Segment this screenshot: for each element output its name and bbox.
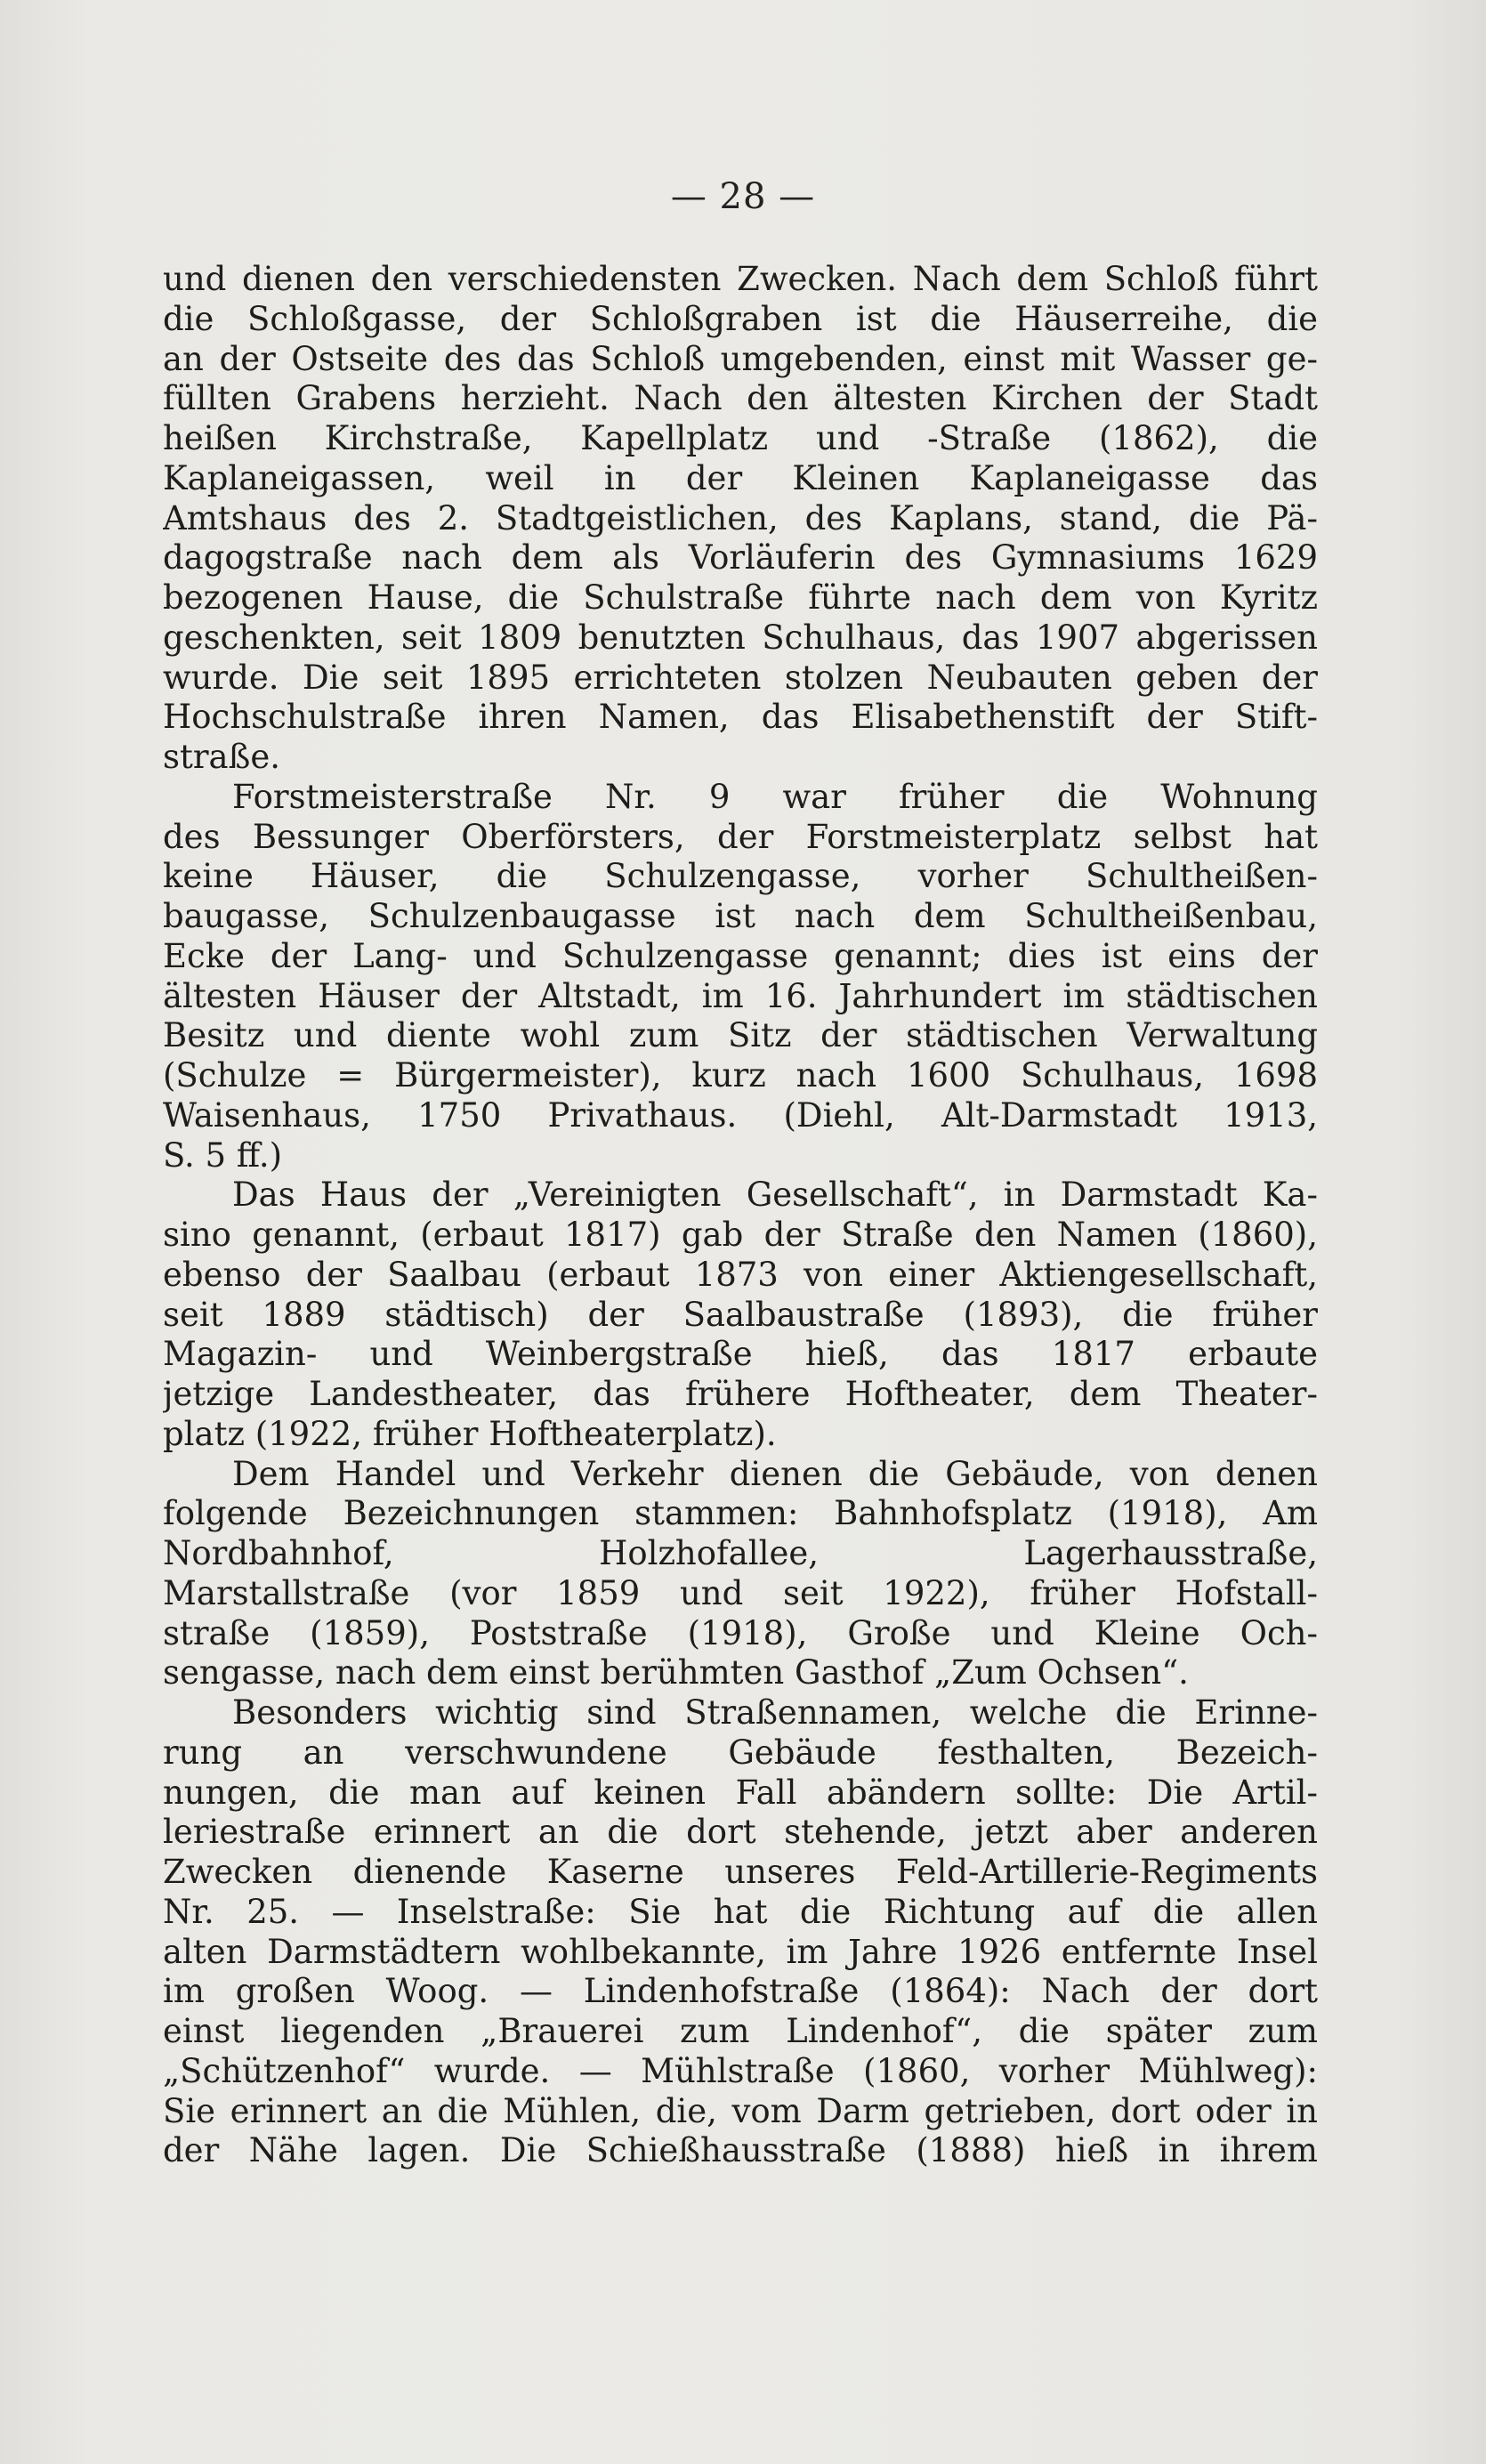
text-line: Besonders wichtig sind Straßennamen, welche die Erinne- bbox=[232, 1693, 1318, 1732]
text-line: leriestraße erinnert an die dort stehende, jetzt aber anderen bbox=[163, 1813, 1318, 1852]
text-line: geschenkten, seit 1809 benutzten Schulhaus, das 1907 abgerissen bbox=[163, 618, 1318, 657]
text-line: S. 5 ff.) bbox=[163, 1135, 283, 1175]
body-text bbox=[163, 260, 1318, 2171]
text-line: Hochschulstraße ihren Namen, das Elisabethenstift der Stift- bbox=[163, 698, 1318, 737]
text-line: im großen Woog. — Lindenhofstraße (1864): Nach der dort bbox=[163, 1972, 1318, 2011]
text-line: heißen Kirchstraße, Kapellplatz und -Straße (1862), die bbox=[163, 419, 1318, 457]
text-line: ältesten Häuser der Altstadt, im 16. Jahrhundert im städtischen bbox=[163, 976, 1318, 1015]
text-line: Besitz und diente wohl zum Sitz der städtischen Verwaltung bbox=[163, 1016, 1318, 1055]
text-line: folgende Bezeichnungen stammen: Bahnhofsplatz (1918), Am bbox=[163, 1494, 1318, 1533]
text-line: bezogenen Hause, die Schulstraße führte nach dem von Kyritz bbox=[163, 578, 1318, 617]
text-line: Zwecken dienende Kaserne unseres Feld-Artillerie-Regiments bbox=[163, 1853, 1318, 1891]
text-line: Waisenhaus, 1750 Privathaus. (Diehl, Alt-Darmstadt 1913, bbox=[163, 1095, 1318, 1135]
text-line: füllten Grabens herzieht. Nach den ältesten Kirchen der Stadt bbox=[163, 379, 1318, 418]
text-line: ebenso der Saalbau (erbaut 1873 von einer Aktiengesellschaft, bbox=[163, 1255, 1318, 1294]
text-line: alten Darmstädtern wohlbekannte, im Jahre 1926 entfernte Insel bbox=[163, 1932, 1318, 1971]
text-line: dagogstraße nach dem als Vorläuferin des Gymnasiums 1629 bbox=[163, 538, 1318, 578]
text-line: Marstallstraße (vor 1859 und seit 1922), früher Hofstall- bbox=[163, 1573, 1318, 1612]
text-line: straße. bbox=[163, 738, 280, 776]
text-line: platz (1922, früher Hoftheaterplatz). bbox=[163, 1414, 777, 1453]
text-line: die Schloßgasse, der Schloßgraben ist die Häuserreihe, die bbox=[163, 299, 1318, 338]
text-line: Dem Handel und Verkehr dienen die Gebäude, von denen bbox=[232, 1454, 1318, 1493]
text-line: jetzige Landestheater, das frühere Hoftheater, dem Theater- bbox=[163, 1375, 1318, 1413]
text-line: seit 1889 städtisch) der Saalbaustraße (1893), die früher bbox=[163, 1295, 1318, 1334]
text-line: Kaplaneigassen, weil in der Kleinen Kaplaneigasse das bbox=[163, 458, 1318, 497]
text-line: (Schulze = Bürgermeister), kurz nach 1600 Schulhaus, 1698 bbox=[163, 1056, 1318, 1095]
text-line: nungen, die man auf keinen Fall abändern sollte: Die Artil- bbox=[163, 1773, 1318, 1812]
text-line: straße (1859), Poststraße (1918), Große und Kleine Och- bbox=[163, 1613, 1318, 1652]
text-line: des Bessunger Oberförsters, der Forstmeisterplatz selbst hat bbox=[163, 817, 1318, 856]
text-line: und dienen den verschiedensten Zwecken. Nach dem Schloß führt bbox=[163, 260, 1318, 298]
text-line: Forstmeisterstraße Nr. 9 war früher die Wohnung bbox=[232, 777, 1318, 816]
text-line: Nordbahnhof, Holzhofallee, Lagerhausstraße, bbox=[163, 1534, 1318, 1572]
text-line: Amtshaus des 2. Stadtgeistlichen, des Kaplans, stand, die Pä- bbox=[163, 498, 1318, 537]
text-line: Das Haus der „Vereinigten Gesellschaft“, in Darmstadt Ka- bbox=[232, 1175, 1318, 1215]
text-line: einst liegenden „Brauerei zum Lindenhof“, die später zum bbox=[163, 2012, 1318, 2050]
text-line: der Nähe lagen. Die Schießhausstraße (1888) hieß in ihrem bbox=[163, 2131, 1318, 2170]
text-line: baugasse, Schulzenbaugasse ist nach dem Schultheißenbau, bbox=[163, 897, 1318, 935]
text-line: wurde. Die seit 1895 errichteten stolzen Neubauten geben der bbox=[163, 658, 1318, 697]
text-line: sengasse, nach dem einst berühmten Gasthof „Zum Ochsen“. bbox=[163, 1653, 1189, 1692]
text-line: Sie erinnert an die Mühlen, die, vom Darm getrieben, dort oder in bbox=[163, 2091, 1318, 2130]
text-line: sino genannt, (erbaut 1817) gab der Straße den Namen (1860), bbox=[163, 1216, 1318, 1254]
text-line: „Schützenhof“ wurde. — Mühlstraße (1860, vorher Mühlweg): bbox=[163, 2051, 1318, 2090]
text-line: rung an verschwundene Gebäude festhalten, Bezeich- bbox=[163, 1733, 1318, 1772]
text-line: Ecke der Lang- und Schulzengasse genannt; dies ist eins der bbox=[163, 936, 1318, 975]
text-line: keine Häuser, die Schulzengasse, vorher Schultheißen- bbox=[163, 857, 1318, 896]
text-line: an der Ostseite des das Schloß umgebenden, einst mit Wasser ge- bbox=[163, 339, 1318, 378]
text-line: Magazin- und Weinbergstraße hieß, das 1817 erbaute bbox=[163, 1335, 1318, 1374]
text-line: Nr. 25. — Inselstraße: Sie hat die Richtung auf die allen bbox=[163, 1892, 1318, 1931]
page-number: — 28 — bbox=[670, 176, 816, 217]
